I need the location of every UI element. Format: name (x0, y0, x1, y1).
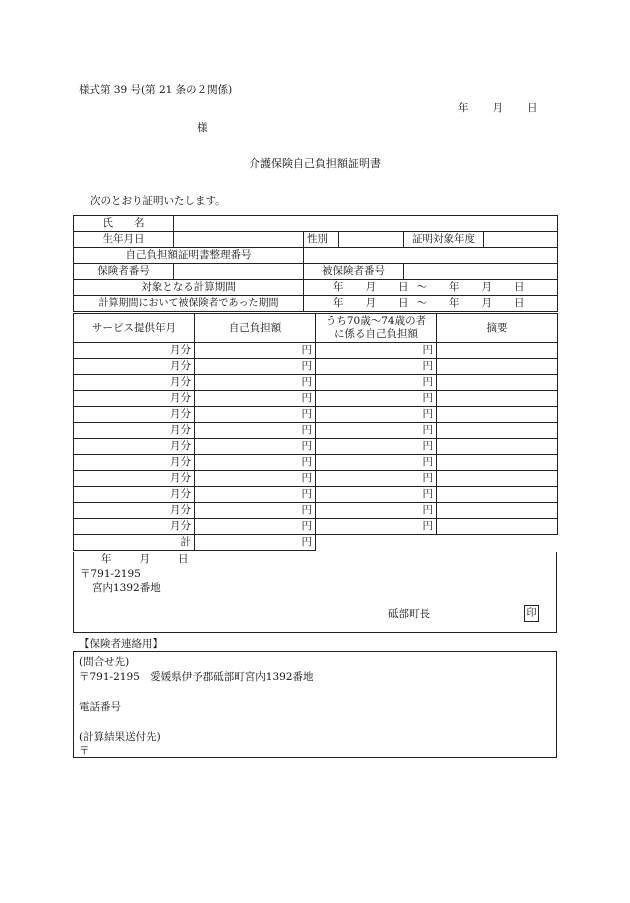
total-blank (316, 535, 558, 551)
row-age-70-74[interactable]: 円 (316, 471, 437, 487)
row-remarks[interactable] (437, 487, 558, 503)
row-age-70-74[interactable]: 円 (316, 359, 437, 375)
insurer-contact-heading: 【保険者連絡用】 (79, 638, 163, 650)
row-age-70-74[interactable]: 円 (316, 391, 437, 407)
table-row (74, 343, 558, 359)
col-age-70-74-line2: に係る自己負担額 (334, 328, 418, 340)
insured-number-value[interactable] (404, 264, 558, 280)
name-label: 氏 名 (74, 216, 174, 232)
target-year-label: 証明対象年度 (404, 232, 484, 248)
row-age-70-74[interactable]: 円 (316, 343, 437, 359)
table-row (74, 375, 558, 391)
table-row (74, 519, 558, 535)
row-age-70-74[interactable]: 円 (316, 519, 437, 535)
insurer-number-value[interactable] (174, 264, 304, 280)
period-day-end: 日 (514, 281, 525, 293)
row-self-pay[interactable]: 円 (195, 455, 316, 471)
row-remarks[interactable] (437, 471, 558, 487)
seal-icon: 印 (524, 605, 539, 622)
row-age-70-74[interactable]: 円 (316, 423, 437, 439)
issuer-date (101, 551, 189, 566)
period-month-end: 月 (481, 281, 492, 293)
issuer-date-day: 日 (178, 553, 189, 565)
period-year-end: 年 (449, 281, 460, 293)
date-month: 月 (492, 102, 503, 114)
col-age-70-74-line1: うち70歳〜74歳の者 (325, 315, 427, 327)
row-self-pay[interactable]: 円 (195, 423, 316, 439)
row-month: 月分 (74, 391, 195, 407)
row-remarks[interactable] (437, 519, 558, 535)
table-row (74, 503, 558, 519)
addressee-suffix: 様 (197, 122, 208, 134)
total-yen[interactable]: 円 (195, 535, 316, 551)
monthly-rows (74, 343, 558, 535)
row-remarks[interactable] (437, 391, 558, 407)
ins-period-tilde: 〜 (416, 297, 427, 309)
row-month: 月分 (74, 375, 195, 391)
table-row (74, 423, 558, 439)
row-self-pay[interactable]: 円 (195, 407, 316, 423)
row-self-pay[interactable]: 円 (195, 343, 316, 359)
cert-number-value[interactable] (304, 248, 558, 264)
row-month: 月分 (74, 471, 195, 487)
target-year-value[interactable] (484, 232, 558, 248)
row-self-pay[interactable]: 円 (195, 503, 316, 519)
date-year: 年 (458, 102, 469, 114)
row-self-pay[interactable]: 円 (195, 471, 316, 487)
name-value[interactable] (174, 216, 558, 232)
table-row (74, 407, 558, 423)
result-postal: 〒 (79, 745, 90, 757)
ins-period-day-end: 日 (514, 297, 525, 309)
insured-period-label: 計算期間において被保険者であった期間 (74, 296, 304, 312)
page-title: 介護保険自己負担額証明書 (249, 157, 381, 170)
period-month: 月 (365, 281, 376, 293)
row-self-pay[interactable]: 円 (195, 375, 316, 391)
row-month: 月分 (74, 439, 195, 455)
col-self-pay: 自己負担額 (195, 314, 316, 343)
row-month: 月分 (74, 407, 195, 423)
row-remarks[interactable] (437, 423, 558, 439)
date-day: 日 (527, 102, 538, 114)
row-remarks[interactable] (437, 343, 558, 359)
row-age-70-74[interactable]: 円 (316, 439, 437, 455)
issuer-mayor: 砥部町長 (388, 608, 430, 620)
period-day: 日 (398, 281, 409, 293)
inquiry-address: 〒791-2195 愛媛県伊予郡砥部町宮内1392番地 (79, 671, 314, 683)
calc-period-label: 対象となる計算期間 (74, 280, 304, 296)
table-row (74, 391, 558, 407)
birthdate-label: 生年月日 (74, 232, 174, 248)
intro-text: 次のとおり証明いたします。 (90, 195, 226, 207)
row-month: 月分 (74, 519, 195, 535)
monthly-table (73, 313, 558, 551)
birthdate-value[interactable] (174, 232, 304, 248)
ins-period-month: 月 (365, 297, 376, 309)
row-month: 月分 (74, 503, 195, 519)
issuer-postal: 〒791-2195 (80, 568, 141, 580)
ins-period-year-end: 年 (449, 297, 460, 309)
col-age-70-74 (316, 314, 437, 343)
period-year: 年 (333, 281, 344, 293)
table-row (74, 487, 558, 503)
col-service-month: サービス提供年月 (74, 314, 195, 343)
inquiry-label: (問合せ先) (79, 656, 130, 668)
table-row (74, 455, 558, 471)
ins-period-month-end: 月 (481, 297, 492, 309)
row-remarks[interactable] (437, 439, 558, 455)
table-row (74, 471, 558, 487)
row-age-70-74[interactable]: 円 (316, 503, 437, 519)
row-self-pay[interactable]: 円 (195, 359, 316, 375)
row-remarks[interactable] (437, 455, 558, 471)
table-row (74, 439, 558, 455)
row-month: 月分 (74, 423, 195, 439)
row-self-pay[interactable]: 円 (195, 439, 316, 455)
row-month: 月分 (74, 343, 195, 359)
row-age-70-74[interactable]: 円 (316, 455, 437, 471)
ins-period-day: 日 (398, 297, 409, 309)
phone-label: 電話番号 (79, 701, 121, 713)
insured-period-value[interactable] (304, 296, 558, 312)
ins-period-year: 年 (333, 297, 344, 309)
issuer-date-month: 月 (139, 553, 150, 565)
info-table (73, 215, 558, 312)
row-self-pay[interactable]: 円 (195, 519, 316, 535)
row-remarks[interactable] (437, 375, 558, 391)
col-remarks: 摘要 (437, 314, 558, 343)
insurer-number-label: 保険者番号 (74, 264, 174, 280)
table-row (74, 359, 558, 375)
row-remarks[interactable] (437, 503, 558, 519)
row-self-pay[interactable]: 円 (195, 487, 316, 503)
calc-period-value[interactable] (304, 280, 558, 296)
gender-value[interactable] (339, 232, 404, 248)
row-month: 月分 (74, 487, 195, 503)
result-label: (計算結果送付先) (79, 731, 161, 743)
gender-label: 性別 (304, 232, 339, 248)
cert-number-label: 自己負担額証明書整理番号 (74, 248, 304, 264)
issuer-address: 宮内1392番地 (92, 582, 161, 594)
total-label: 計 (74, 535, 195, 551)
row-age-70-74[interactable]: 円 (316, 487, 437, 503)
row-age-70-74[interactable]: 円 (316, 375, 437, 391)
row-month: 月分 (74, 359, 195, 375)
header-date (458, 100, 538, 115)
row-month: 月分 (74, 455, 195, 471)
insured-number-label: 被保険者番号 (304, 264, 404, 280)
period-tilde: 〜 (416, 281, 427, 293)
form-number: 様式第 39 号(第 21 条の２関係) (79, 84, 233, 96)
row-self-pay[interactable]: 円 (195, 391, 316, 407)
row-remarks[interactable] (437, 407, 558, 423)
row-age-70-74[interactable]: 円 (316, 407, 437, 423)
row-remarks[interactable] (437, 359, 558, 375)
issuer-date-year: 年 (101, 553, 112, 565)
